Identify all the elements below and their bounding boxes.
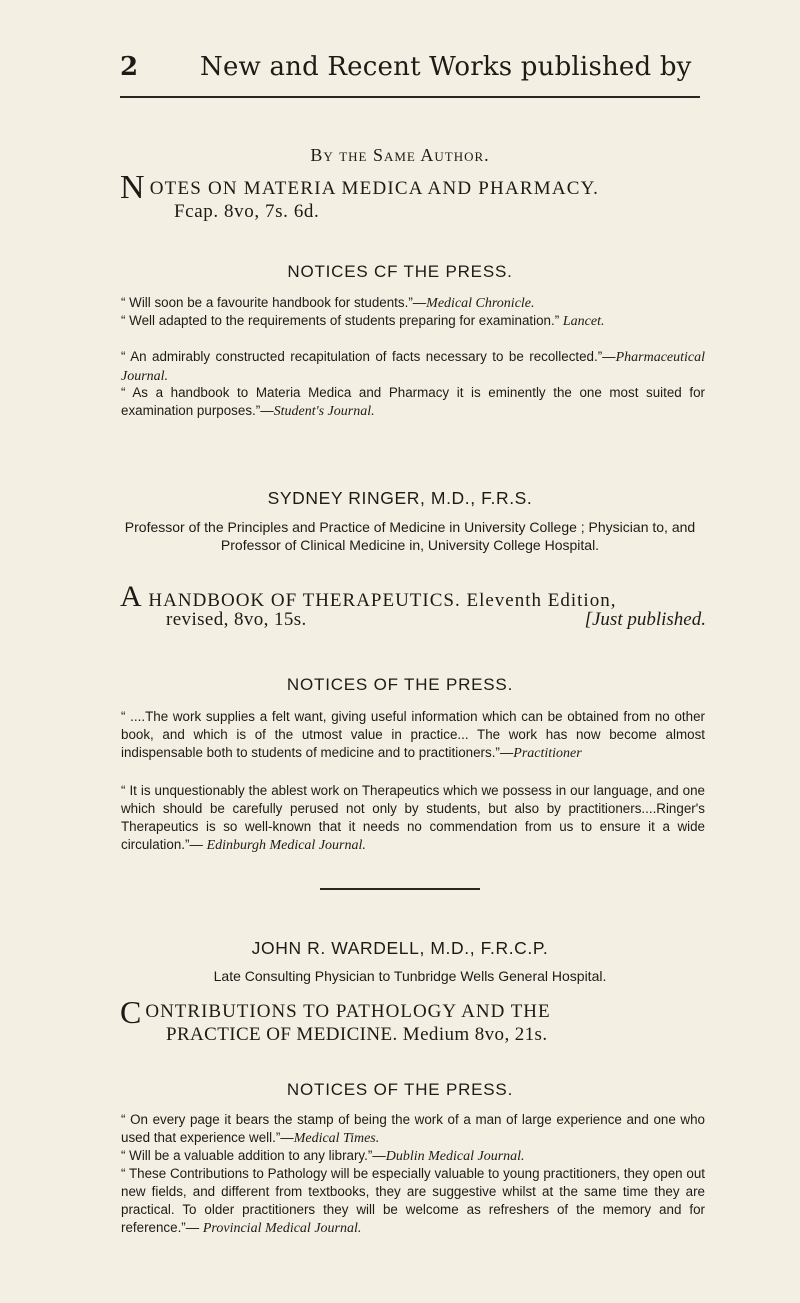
book-title-materia-medica — [120, 169, 710, 206]
quote-source: Edinburgh Medical Journal. — [206, 838, 366, 853]
quote-text: “ An admirably constructed recapitulation of facts necessary to be recollected.”— — [121, 349, 616, 364]
book-title-text: HANDBOOK OF THERAPEUTICS. Eleventh Edition, — [142, 590, 617, 611]
quote-source: Lancet. — [562, 314, 605, 329]
quote-text: “ Will soon be a favourite handbook for students.”— — [121, 295, 427, 310]
notices-heading: NOTICES OF THE PRESS. — [286, 675, 514, 694]
quote-source: Medical Times. — [293, 1131, 380, 1146]
header-rule — [120, 96, 700, 98]
press-quote — [121, 1165, 705, 1238]
press-quote — [121, 1147, 705, 1166]
quote-source: Practitioner — [513, 746, 582, 761]
press-quote — [121, 312, 705, 331]
quote-text: “ Well adapted to the requirements of students preparing for examination.” — [121, 313, 563, 328]
quote-text: “ Will be a valuable addition to any library.”— — [121, 1148, 386, 1163]
running-head — [0, 52, 800, 92]
quote-source: Medical Chronicle. — [426, 296, 535, 311]
notices-heading: NOTICES CF THE PRESS. — [287, 262, 513, 281]
quote-source: Pharmaceutical Journal. — [121, 350, 705, 384]
press-quote — [121, 1111, 705, 1148]
quote-source: Provincial Medical Journal. — [202, 1221, 362, 1236]
quote-text: “ These Contributions to Pathology will be especially valuable to young practitioners, they open out new fields, and different from textbooks, they are suggestive whilst at the same time they are practical. To older practitioners they will be welcome as refreshers of the memory and for reference.”— — [121, 1166, 705, 1235]
drop-cap: C — [120, 994, 143, 1030]
book-price-line: PRACTICE OF MEDICINE. Medium 8vo, 21s. — [166, 1024, 548, 1045]
page-number: 2 — [120, 52, 139, 82]
book-title-text: OTES ON MATERIA MEDICA AND PHARMACY. — [149, 178, 600, 199]
press-quote — [121, 348, 705, 386]
book-price-line: Fcap. 8vo, 7s. 6d. — [174, 201, 320, 222]
publication-status: [Just published. — [584, 609, 706, 630]
book-title-pathology — [120, 994, 710, 1030]
drop-cap: N — [120, 169, 146, 206]
press-quote — [121, 708, 705, 763]
section-separator — [320, 888, 480, 890]
notices-heading: NOTICES OF THE PRESS. — [286, 1080, 514, 1099]
quote-text: “ On every page it bears the stamp of being the work of a man of large experience and one who used that experience well.”— — [121, 1112, 705, 1145]
press-quote — [121, 384, 705, 421]
press-quote — [121, 782, 705, 855]
author-name: SYDNEY RINGER, M.D., F.R.S. — [267, 488, 533, 508]
author-name: JOHN R. WARDELL, M.D., F.R.C.P. — [251, 938, 549, 958]
running-title: New and Recent Works published by — [200, 52, 692, 82]
press-quote — [121, 294, 705, 313]
quote-source: Dublin Medical Journal. — [385, 1149, 525, 1164]
quote-text: “ It is unquestionably the ablest work on Therapeutics which we possess in our language, and one which should be carefully perused not only by students, but also by practitioners....Ringer's Therapeutics is so well-known that it needs no commendation from us to ensure it a wide circulation.”— — [121, 783, 705, 852]
book-title-text: ONTRIBUTIONS TO PATHOLOGY AND THE — [145, 1001, 551, 1022]
author-affiliation: Late Consulting Physician to Tunbridge Wells General Hospital. — [213, 968, 607, 984]
book-price-line: revised, 8vo, 15s. — [166, 609, 307, 630]
quote-text: “ ....The work supplies a felt want, giving useful information which can be obtained from no other book, and which is of the utmost value in practice... The work has now become almost indispensable both to students of medicine and to practitioners.”— — [121, 709, 705, 760]
quote-text: “ As a handbook to Materia Medica and Pharmacy it is eminently the one most suited for examination purposes.”— — [121, 385, 705, 418]
drop-cap: A — [120, 580, 143, 613]
author-affiliation: Professor of the Principles and Practice of Medicine in University College ; Physician to, and Professor of Clinical Medicine in, University College Hospital. — [124, 519, 696, 553]
quote-source: Student's Journal. — [273, 404, 375, 419]
section-heading: By the Same Author. — [310, 145, 490, 165]
